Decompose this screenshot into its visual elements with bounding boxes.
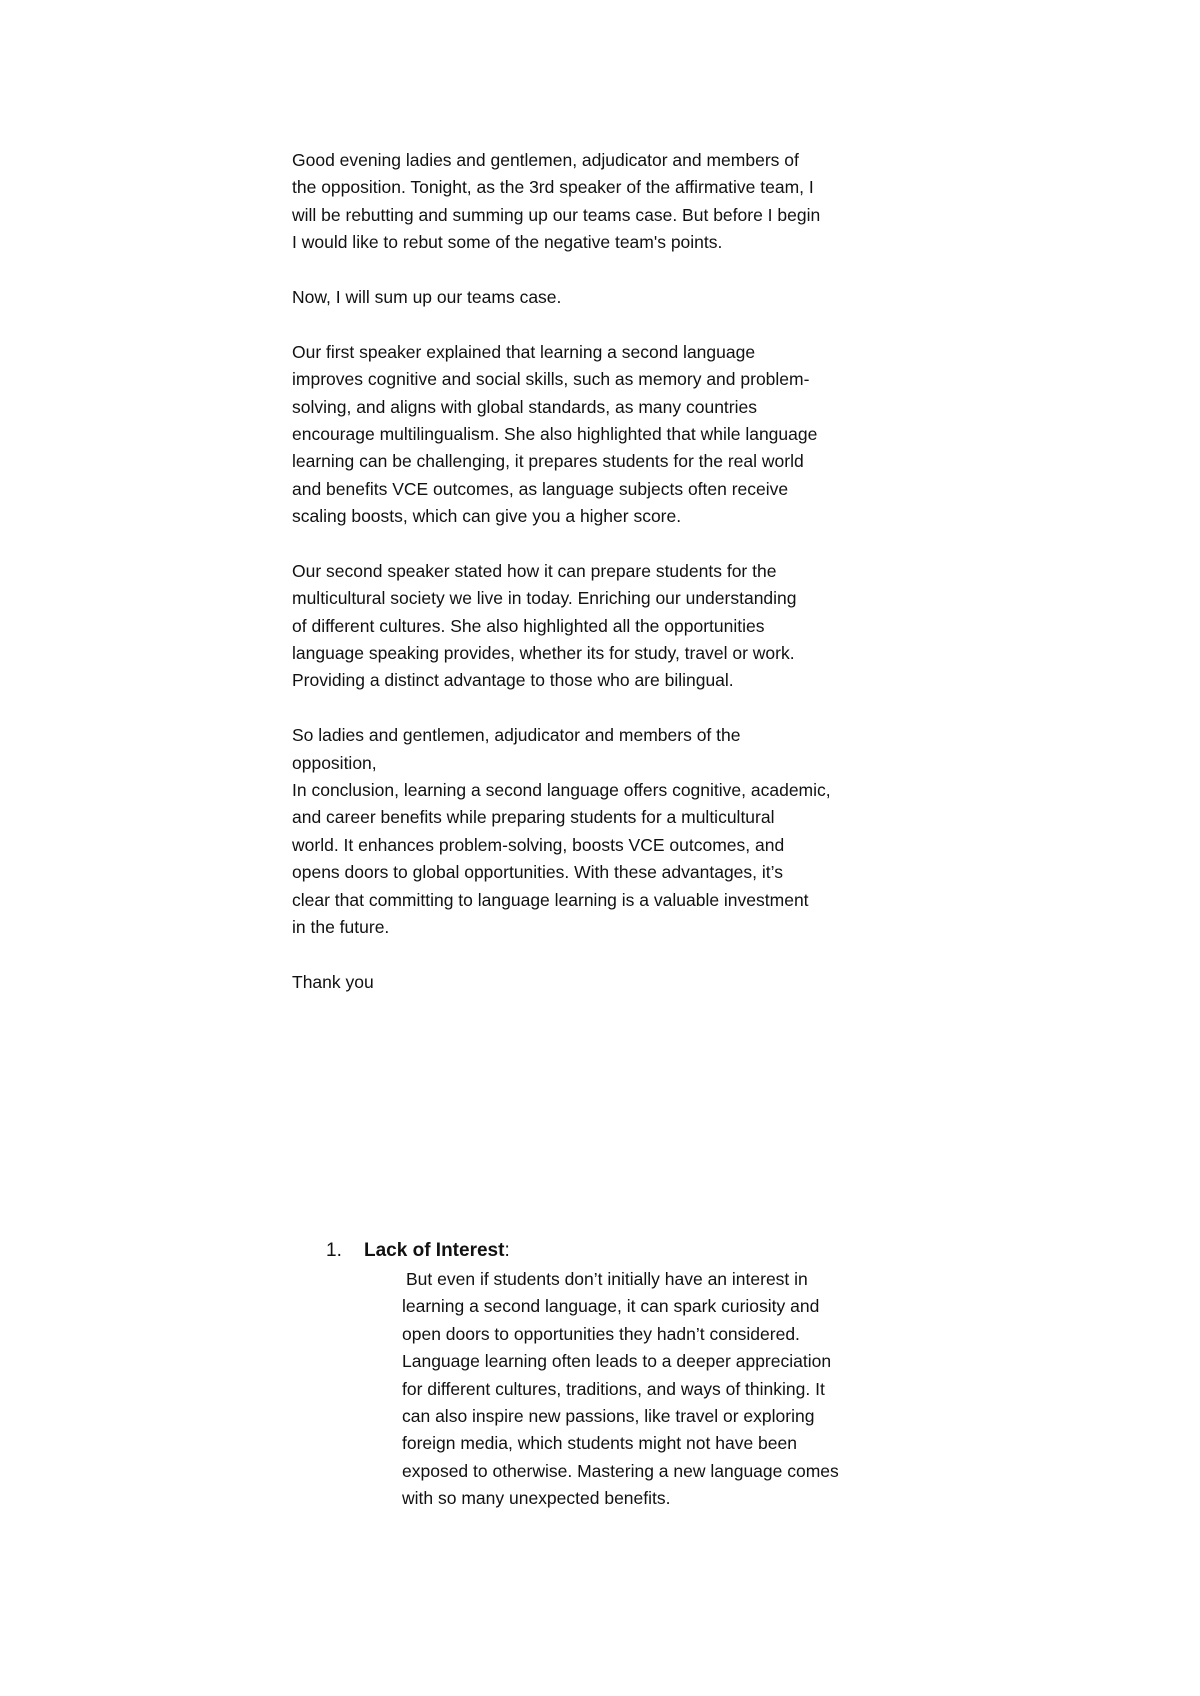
paragraph-conclusion [292,722,932,941]
text-line: will be rebutting and summing up our teams case. But before I begin [292,204,821,225]
text-line: Language learning often leads to a deeper appreciation [402,1351,832,1372]
list-title: Lack of Interest [364,1240,505,1261]
text-line: In conclusion, learning a second language offers cognitive, academic, [292,779,831,800]
numbered-list [326,1237,966,1513]
speech-body [292,147,932,1024]
text-line: learning a second language, it can spark curiosity and [402,1296,820,1317]
text-line: the opposition. Tonight, as the 3rd speaker of the affirmative team, I [292,177,814,198]
text-line: encourage multilingualism. She also highlighted that while language [292,423,818,444]
paragraph-second-speaker [292,558,932,695]
text-line: open doors to opportunities they hadn’t considered. [402,1323,800,1344]
text-line: Now, I will sum up our teams case. [292,286,562,307]
text-line: world. It enhances problem-solving, boosts VCE outcomes, and [292,834,785,855]
text-line: Good evening ladies and gentlemen, adjudicator and members of [292,150,799,170]
text-line: But even if students don’t initially have an interest in [406,1269,808,1289]
text-line: Our second speaker stated how it can prepare students for the [292,560,777,581]
text-line: exposed to otherwise. Mastering a new language comes [402,1460,839,1481]
paragraph-summary-intro [292,284,932,311]
text-line: scaling boosts, which can give you a higher score. [292,506,682,527]
text-line: and benefits VCE outcomes, as language subjects often receive [292,478,789,499]
text-line: multicultural society we live in today. Enriching our understanding [292,588,797,609]
list-item-body [402,1266,966,1513]
text-line: of different cultures. She also highlighted all the opportunities [292,615,765,636]
text-line: I would like to rebut some of the negative team's points. [292,232,723,253]
list-item-heading [326,1237,966,1265]
text-line: improves cognitive and social skills, such as memory and problem- [292,369,810,390]
text-line: solving, and aligns with global standards, as many countries [292,396,757,417]
text-line: and career benefits while preparing students for a multicultural [292,807,775,828]
text-line: opens doors to global opportunities. With these advantages, it’s [292,862,783,883]
text-line: learning can be challenging, it prepares students for the real world [292,451,804,472]
text-line: Our first speaker explained that learning a second language [292,341,756,362]
text-line: can also inspire new passions, like travel or exploring [402,1405,815,1426]
text-line: Thank you [292,971,374,992]
list-title-suffix: : [504,1240,510,1261]
text-line: with so many unexpected benefits. [402,1488,671,1509]
paragraph-first-speaker [292,339,932,531]
text-line: language speaking provides, whether its for study, travel or work. [292,643,795,664]
list-number: 1. [326,1240,342,1261]
paragraph-opening [292,147,932,257]
text-line: foreign media, which students might not have been [402,1433,797,1454]
text-line: in the future. [292,916,390,937]
text-line: So ladies and gentlemen, adjudicator and members of the [292,725,741,746]
text-line: clear that committing to language learning is a valuable investment [292,889,809,910]
text-line: Providing a distinct advantage to those who are bilingual. [292,670,734,691]
text-line: for different cultures, traditions, and ways of thinking. It [402,1378,825,1399]
text-line: opposition, [292,752,377,773]
paragraph-closing [292,969,932,996]
